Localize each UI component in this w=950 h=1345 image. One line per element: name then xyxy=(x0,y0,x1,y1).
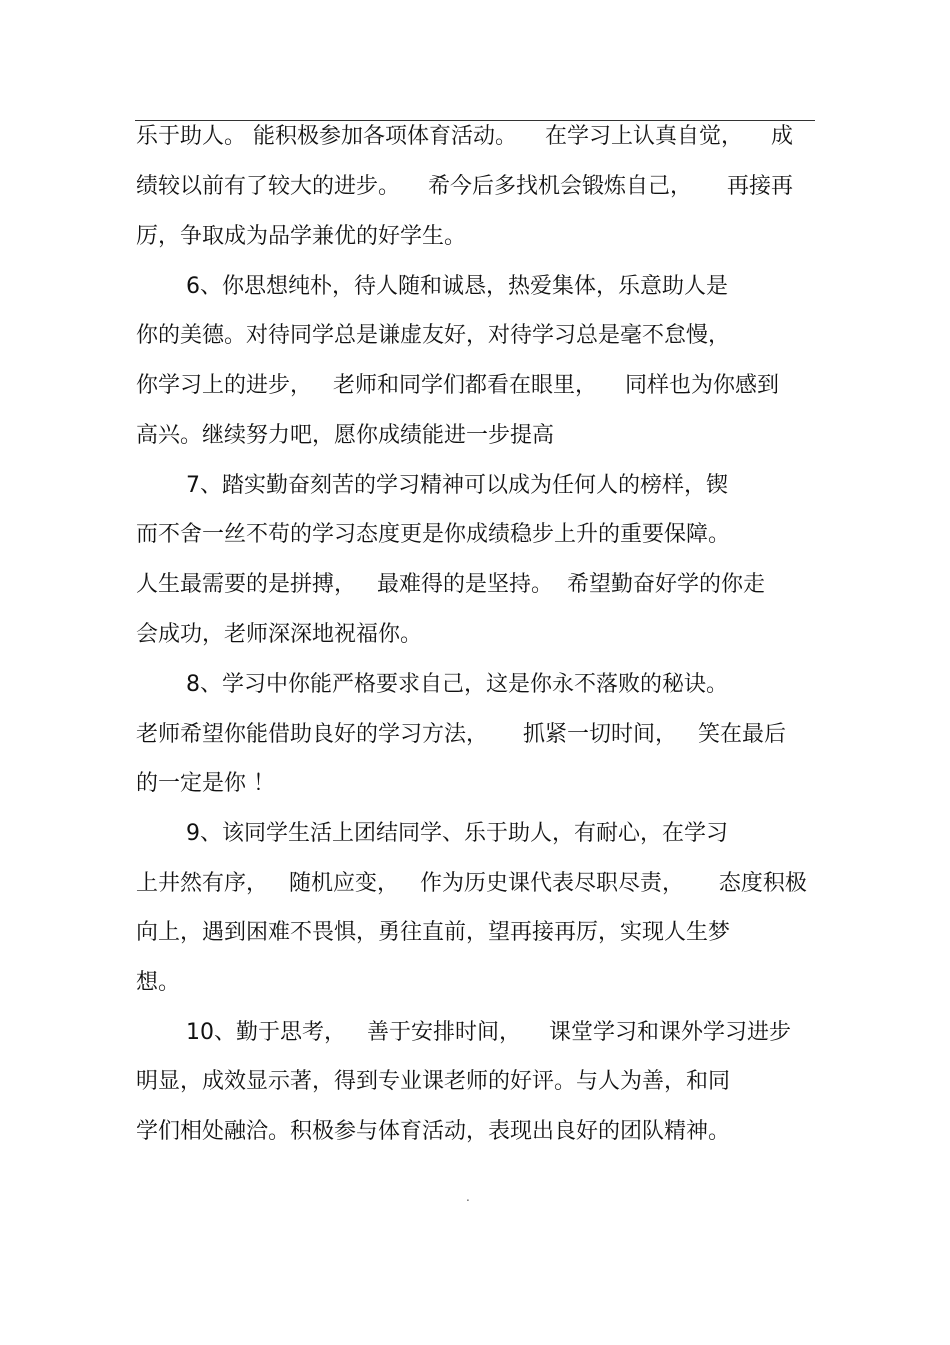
text-line: 乐于助人。 能积极参加各项体育活动。 在学习上认真自觉， 成 xyxy=(136,124,793,149)
text-line: 人生最需要的是拼搏， 最难得的是坚持。 希望勤奋好学的你走 xyxy=(136,572,765,597)
text-line: 老师希望你能借助良好的学习方法， 抓紧一切时间， 笑在最后 xyxy=(136,722,786,747)
text-line: 向上，遇到困难不畏惧，勇往直前，望再接再厉，实现人生梦 xyxy=(136,920,731,945)
text-line: 你的美德。对待同学总是谦虚友好，对待学习总是毫不怠慢， xyxy=(136,323,731,348)
paragraph-7-start: 7、踏实勤奋刻苦的学习精神可以成为任何人的榜样，锲 xyxy=(186,473,728,498)
text-line: 绩较以前有了较大的进步。 希今后多找机会锻炼自己， 再接再 xyxy=(136,174,793,199)
header-rule xyxy=(135,120,815,121)
page-mark: . xyxy=(466,1190,470,1204)
text-line: 会成功，老师深深地祝福你。 xyxy=(136,622,423,647)
text-line: 而不舍一丝不苟的学习态度更是你成绩稳步上升的重要保障。 xyxy=(136,522,731,547)
text-line: 的一定是你 ！ xyxy=(136,771,275,796)
text-line: 学们相处融洽。积极参与体育活动，表现出良好的团队精神。 xyxy=(136,1119,731,1144)
paragraph-6-start: 6、你思想纯朴，待人随和诚恳，热爱集体，乐意助人是 xyxy=(186,274,728,299)
paragraph-8-start: 8、学习中你能严格要求自己，这是你永不落败的秘诀。 xyxy=(186,672,728,697)
text-line: 厉，争取成为品学兼优的好学生。 xyxy=(136,224,467,249)
paragraph-10-start: 10、勤于思考， 善于安排时间， 课堂学习和课外学习进步 xyxy=(186,1020,791,1045)
paragraph-9-start: 9、该同学生活上团结同学、乐于助人，有耐心，在学习 xyxy=(186,821,728,846)
text-line: 明显，成效显示著，得到专业课老师的好评。与人为善，和同 xyxy=(136,1069,731,1094)
text-line: 高兴。继续努力吧，愿你成绩能进一步提高 xyxy=(136,423,555,448)
text-line: 你学习上的进步， 老师和同学们都看在眼里， 同样也为你感到 xyxy=(136,373,779,398)
text-line: 想。 xyxy=(136,970,181,995)
text-line: 上井然有序， 随机应变， 作为历史课代表尽职尽责， 态度积极 xyxy=(136,871,807,896)
